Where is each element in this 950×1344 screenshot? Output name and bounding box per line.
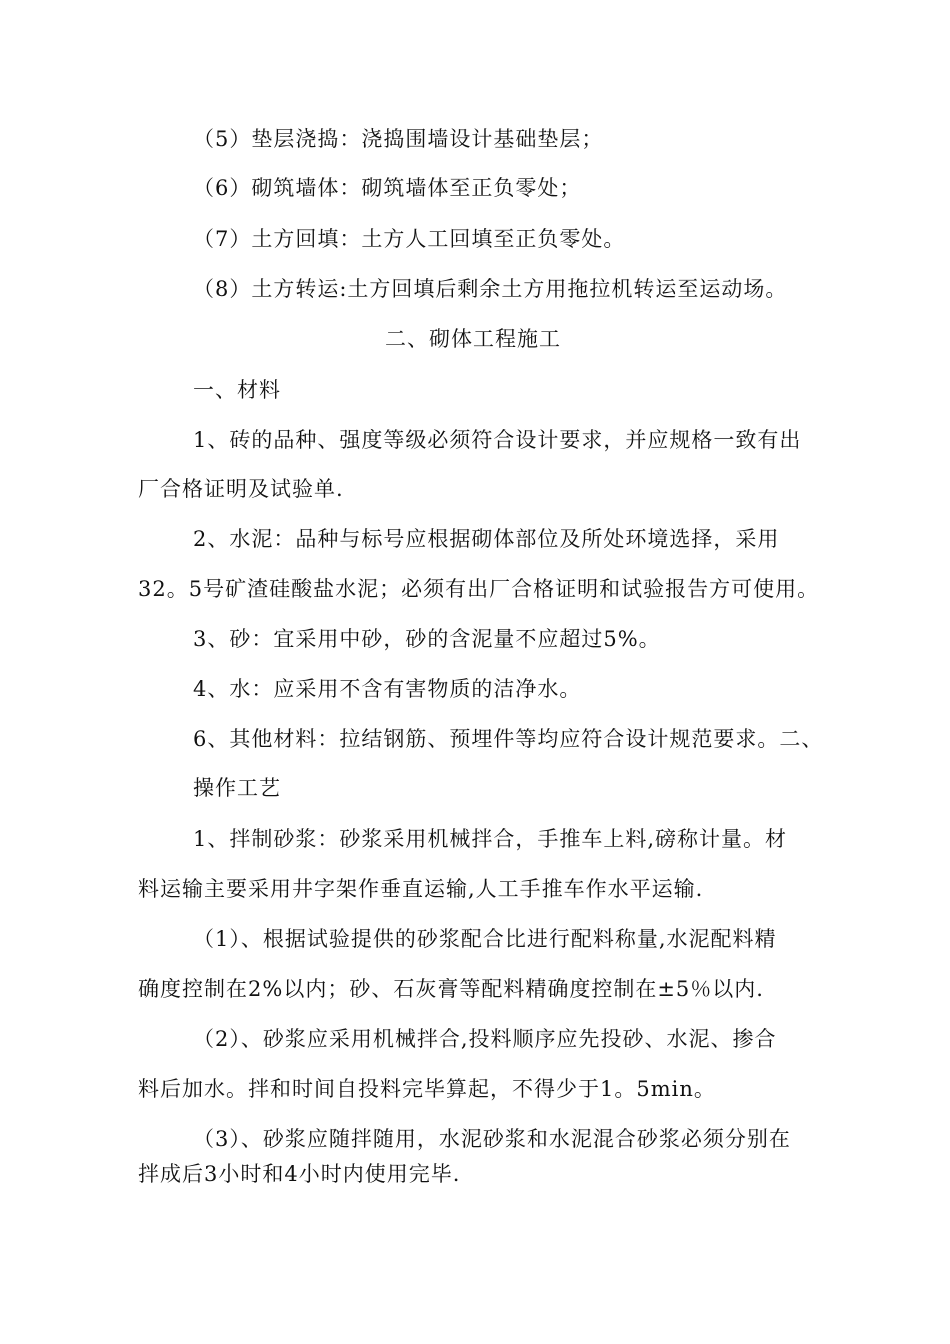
paragraph-line: （1）、根据试验提供的砂浆配合比进行配料称量,水泥配料精	[193, 927, 777, 951]
paragraph-line: （6）砌筑墙体：砌筑墙体至正负零处；	[193, 176, 582, 200]
paragraph-line: 6、其他材料：拉结钢筋、预埋件等均应符合设计规范要求。二、	[193, 727, 824, 751]
paragraph-line: 32。5号矿渣硅酸盐水泥；必须有出厂合格证明和试验报告方可使用。	[138, 577, 820, 601]
paragraph-line: 1、拌制砂浆：砂浆采用机械拌合，手推车上料,磅称计量。材	[193, 827, 788, 851]
paragraph-line: （8）土方转运:土方回填后剩余土方用拖拉机转运至运动场。	[193, 277, 788, 301]
paragraph-line: 厂合格证明及试验单.	[138, 477, 344, 501]
paragraph-line: 料后加水。拌和时间自投料完毕算起，不得少于1。5min。	[138, 1077, 716, 1101]
paragraph-line: （3）、砂浆应随拌随用，水泥砂浆和水泥混合砂浆必须分别在	[193, 1127, 791, 1151]
paragraph-line: （7）土方回填：土方人工回填至正负零处。	[193, 227, 626, 251]
paragraph-line: 3、砂：宜采用中砂，砂的含泥量不应超过5%。	[193, 627, 661, 651]
paragraph-line: （2）、砂浆应采用机械拌合,投料顺序应先投砂、水泥、掺合	[193, 1027, 777, 1051]
paragraph-line: 确度控制在2%以内；砂、石灰膏等配料精确度控制在±5％以内.	[138, 977, 764, 1001]
subsection-heading: 一、材料	[193, 378, 281, 402]
paragraph-line: 拌成后3小时和4小时内使用完毕.	[138, 1162, 461, 1186]
subsection-heading: 操作工艺	[193, 776, 281, 800]
paragraph-line: 1、砖的品种、强度等级必须符合设计要求，并应规格一致有出	[193, 428, 802, 452]
paragraph-line: （5）垫层浇捣：浇捣围墙设计基础垫层；	[193, 127, 604, 151]
section-heading: 二、砌体工程施工	[385, 327, 561, 351]
paragraph-line: 4、水：应采用不含有害物质的洁净水。	[193, 677, 582, 701]
paragraph-line: 料运输主要采用井字架作垂直运输,人工手推车作水平运输.	[138, 877, 704, 901]
paragraph-line: 2、水泥：品种与标号应根据砌体部位及所处环境选择，采用	[193, 527, 780, 551]
